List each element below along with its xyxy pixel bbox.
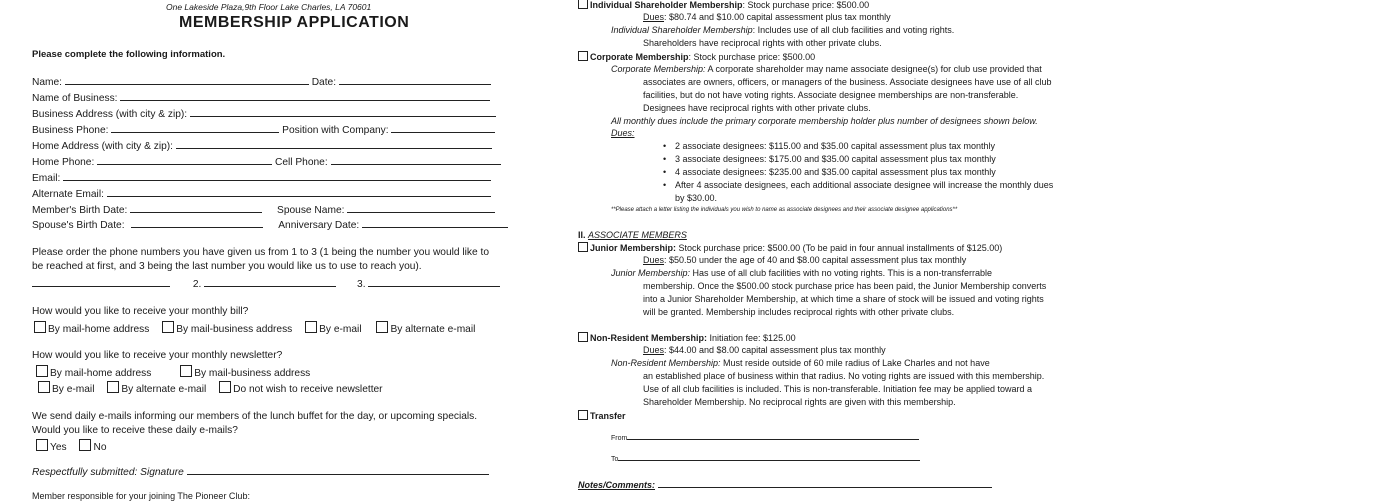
newsletter-options-row2 [38,381,383,395]
non-resident-desc-4: Shareholder Membership. No reciprocal rights are given with this membership. [643,397,956,407]
individual-price: : Stock purchase price: $500.00 [742,0,870,10]
corporate-desc-3: facilities, but do not have voting rights. Associate designee memberships are non-transferable. [643,90,1019,100]
junior-desc-text: Has use of all club facilities with no voting rights. This is a non-transferrable [690,268,993,278]
non-resident-desc-1 [611,358,990,368]
junior-checkbox[interactable] [578,242,588,252]
business-name-row [32,91,490,104]
phone-order-3-field[interactable] [368,277,500,287]
news-email-label: By e-mail [52,384,95,395]
home-address-row [32,139,492,152]
non-resident-dues-text: : $44.00 and $8.00 capital assessment plus tax monthly [664,345,886,355]
phone-order-2-label: 2. [192,279,202,290]
daily-no-checkbox[interactable] [79,439,91,451]
junior-dues-label: Dues [643,255,665,265]
corporate-note: **Please attach a letter listing the individuals you wish to name as associate designees and their associate designee applications** [611,207,958,213]
business-address-field[interactable] [190,107,496,117]
junior-price: Stock purchase price: $500.00 (To be paid in four annual installments of $125.00) [676,243,1003,253]
alt-email-label: Alternate Email: [32,189,104,200]
member-responsible-label: Member responsible for your joining The Pioneer Club: [32,491,250,501]
name-field[interactable] [65,75,309,85]
home-address-label: Home Address (with city & zip): [32,141,173,152]
junior-desc-2: membership. Once the $500.00 stock purchase price has been paid, the Junior Membership converts [643,281,1047,291]
business-name-field[interactable] [120,91,490,101]
spouse-birth-row [32,218,508,231]
bill-email-checkbox[interactable] [305,321,317,333]
news-email-checkbox[interactable] [38,381,50,393]
associate-section-num: II. [578,230,586,240]
notes-row [578,478,992,490]
transfer-heading [578,410,626,421]
signature-field[interactable] [187,465,489,475]
corporate-bullet-3: • 4 associate designees: $235.00 and $35.00 capital assessment plus tax monthly [675,167,996,177]
phone-order-lines [32,277,500,290]
news-business-label: By mail-business address [194,368,311,379]
intro-text: Please complete the following information. [32,49,226,60]
corporate-dues-label [611,128,635,138]
transfer-from-label: From [611,435,628,442]
email-field[interactable] [63,171,491,181]
bill-options [34,321,475,335]
non-resident-desc-3: Use of all club facilities is included. This is non-transferable. Initiation fee may be applied toward a [643,384,1033,394]
anniversary-label: Anniversary Date: [278,220,360,231]
junior-heading [578,242,1002,253]
daily-yes-label: Yes [50,442,67,453]
name-row [32,75,491,88]
name-label: Name: [32,77,63,88]
signature-row [32,465,489,478]
business-address-row [32,107,496,120]
transfer-to-label: To [611,456,619,463]
bill-alt-email-checkbox[interactable] [376,321,388,333]
newsletter-question: How would you like to receive your monthly newsletter? [32,350,283,361]
phone-order-text: Please order the phone numbers you have given us from 1 to 3 (1 being the number you would like to be reached at first, and 3 being the last number you would like us to use to reach you). [32,247,490,272]
individual-dues-label: Dues [643,12,665,22]
corporate-desc-2: associates are owners, officers, or managers of the business. Associate designees have use of all club [643,77,1052,87]
junior-dues-text: : $50.50 under the age of 40 and $8.00 capital assessment plus tax monthly [664,255,967,265]
daily-yes-checkbox[interactable] [36,439,48,451]
non-resident-dues-label: Dues [643,345,665,355]
non-resident-desc-text: Must reside outside of 60 mile radius of Lake Charles and not have [720,358,990,368]
corporate-desc-text: A corporate shareholder may name associate designee(s) for club use provided that [705,64,1042,74]
daily-email-options [36,439,107,453]
email-label: Email: [32,173,61,184]
page-title: MEMBERSHIP APPLICATION [179,14,410,31]
individual-title: Individual Shareholder Membership [590,0,743,10]
home-address-field[interactable] [176,139,492,149]
transfer-from-field[interactable] [627,432,919,440]
position-label: Position with Company: [282,125,389,136]
transfer-from-row [611,432,919,442]
associate-section-heading [578,230,687,240]
news-none-label: Do not wish to receive newsletter [233,384,383,395]
individual-desc-2: Shareholders have reciprocal rights with other private clubs. [643,38,882,48]
corporate-desc-4: Designees have reciprocal rights with other private clubs. [643,103,871,113]
bill-alt-email-label: By alternate e-mail [390,324,476,335]
news-home-label: By mail-home address [50,368,152,379]
news-alt-email-checkbox[interactable] [107,381,119,393]
business-name-label: Name of Business: [32,93,118,104]
date-field[interactable] [339,75,491,85]
news-none-checkbox[interactable] [219,381,231,393]
bill-home-checkbox[interactable] [34,321,46,333]
transfer-checkbox[interactable] [578,410,588,420]
business-phone-field[interactable] [111,123,279,133]
non-resident-desc-2: an established place of business within that radius. No voting rights are issued with this membership. [643,371,1045,381]
corporate-title: Corporate Membership [590,52,689,62]
member-birth-field[interactable] [130,203,262,213]
junior-desc-lead: Junior Membership: [611,268,691,278]
bill-email-label: By e-mail [319,324,362,335]
spouse-name-label: Spouse Name: [277,205,345,216]
junior-desc-4: will be granted. Membership includes reciprocal rights with other private clubs. [643,307,955,317]
bill-question: How would you like to receive your monthly bill? [32,306,249,317]
junior-desc-3: into a Junior Shareholder Membership, at which time a share of stock will be issued and voting rights [643,294,1044,304]
non-resident-dues [643,345,886,355]
corporate-checkbox[interactable] [578,51,588,61]
individual-heading [578,0,869,10]
corporate-bullet-4-cont: by $30.00. [675,193,718,203]
cell-phone-field[interactable] [331,155,501,165]
home-phone-row [32,155,501,168]
member-birth-row [32,203,495,216]
newsletter-options-row1 [36,365,310,379]
corporate-desc-lead: Corporate Membership: [611,64,706,74]
corporate-heading [578,51,815,62]
daily-email-question: We send daily e-mails informing our members of the lunch buffet for the day, or upcoming specials. Would you like to receive these daily e-mails? [32,411,478,436]
transfer-label: Transfer [590,411,626,421]
individual-desc-text: : Includes use of all club facilities and voting rights. [752,25,955,35]
bill-home-label: By mail-home address [48,324,150,335]
junior-desc-1 [611,268,992,278]
non-resident-desc-lead: Non-Resident Membership: [611,358,721,368]
phone-order-3-label: 3. [357,279,366,290]
corporate-all-dues: All monthly dues include the primary corporate membership holder plus number of designees shown below. [611,116,1038,126]
bill-business-checkbox[interactable] [162,321,174,333]
corporate-bullet-1: • 2 associate designees: $115.00 and $35.00 capital assessment plus tax monthly [675,141,995,151]
alt-email-row [32,187,491,200]
phone-order-2-field[interactable] [204,277,336,287]
business-phone-row [32,123,495,136]
non-resident-price: Initiation fee: $125.00 [707,333,796,343]
individual-checkbox[interactable] [578,0,588,9]
home-phone-label: Home Phone: [32,157,95,168]
non-resident-heading [578,332,796,343]
individual-desc-lead: Individual Shareholder Membership [611,25,753,35]
date-label: Date: [311,77,337,88]
notes-label: Notes/Comments: [578,480,656,490]
spouse-birth-field[interactable] [131,218,263,228]
spouse-name-field[interactable] [347,203,495,213]
business-phone-label: Business Phone: [32,125,109,136]
corporate-bullet-2: • 3 associate designees: $175.00 and $35.00 capital assessment plus tax monthly [675,154,996,164]
associate-section-title: ASSOCIATE MEMBERS [588,230,687,240]
non-resident-checkbox[interactable] [578,332,588,342]
position-field[interactable] [391,123,495,133]
non-resident-title: Non-Resident Membership: [590,333,708,343]
phone-order-1-field[interactable] [32,277,170,287]
signature-label: Respectfully submitted: Signature [32,467,184,478]
corporate-dues-label-text: Dues: [611,128,635,138]
notes-field[interactable] [658,478,992,488]
individual-dues-text: : $80.74 and $10.00 capital assessment plus tax monthly [664,12,891,22]
individual-desc-1 [611,25,954,35]
corporate-price: : Stock purchase price: $500.00 [688,52,816,62]
news-alt-email-label: By alternate e-mail [121,384,207,395]
spouse-birth-label: Spouse's Birth Date: [32,220,125,231]
junior-dues [643,255,966,265]
junior-title: Junior Membership: [590,243,677,253]
daily-no-label: No [93,442,107,453]
transfer-to-row [611,453,920,463]
corporate-desc-1 [611,64,1042,74]
alt-email-field[interactable] [107,187,491,197]
corporate-bullet-4: • After 4 associate designees, each additional associate designee will increase the monthly dues [675,180,1053,190]
news-home-checkbox[interactable] [36,365,48,377]
individual-dues [643,12,891,22]
club-address: One Lakeside Plaza,9th Floor Lake Charles, LA 70601 [166,2,372,12]
member-birth-label: Member's Birth Date: [32,205,128,216]
transfer-to-field[interactable] [618,453,920,461]
bill-business-label: By mail-business address [176,324,293,335]
news-business-checkbox[interactable] [180,365,192,377]
anniversary-field[interactable] [362,218,508,228]
business-address-label: Business Address (with city & zip): [32,109,188,120]
email-row [32,171,491,184]
home-phone-field[interactable] [97,155,272,165]
cell-phone-label: Cell Phone: [274,157,328,168]
